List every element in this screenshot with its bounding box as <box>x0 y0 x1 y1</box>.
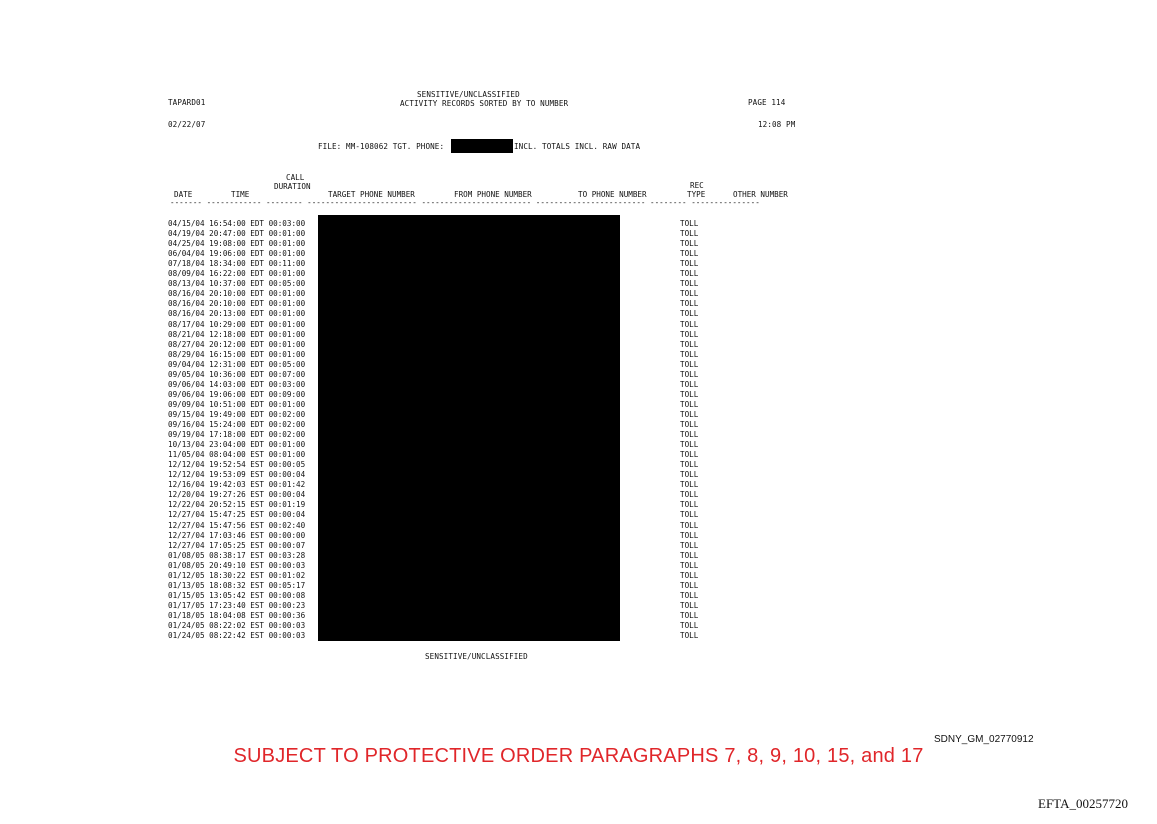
row-date-time-duration: 12/12/04 19:52:54 EST 00:00:05 <box>168 460 306 470</box>
row-date-time-duration: 12/20/04 19:27:26 EST 00:00:04 <box>168 490 306 500</box>
row-rec-type: TOLL <box>680 460 699 470</box>
row-date-time-duration: 08/29/04 16:15:00 EDT 00:01:00 <box>168 349 306 359</box>
col-header-duration: DURATION <box>274 182 311 191</box>
row-rec-type: TOLL <box>680 600 699 610</box>
row-date-time-duration: 01/13/05 18:08:32 EST 00:05:17 <box>168 580 306 590</box>
row-date-time-duration: 01/18/05 18:04:08 EST 00:00:36 <box>168 610 306 620</box>
row-rec-type: TOLL <box>680 389 699 399</box>
row-rec-type: TOLL <box>680 339 699 349</box>
row-date-time-duration: 08/16/04 20:10:00 EDT 00:01:00 <box>168 289 306 299</box>
row-date-time-duration: 12/12/04 19:53:09 EST 00:00:04 <box>168 470 306 480</box>
row-date-time-duration: 06/04/04 19:06:00 EDT 00:01:00 <box>168 249 306 259</box>
row-date-time-duration: 08/17/04 10:29:00 EDT 00:01:00 <box>168 319 306 329</box>
report-time: 12:08 PM <box>758 120 796 129</box>
row-date-time-duration: 04/25/04 19:08:00 EDT 00:01:00 <box>168 239 306 249</box>
row-rec-type: TOLL <box>680 490 699 500</box>
row-date-time-duration: 09/04/04 12:31:00 EDT 00:05:00 <box>168 359 306 369</box>
row-rec-type: TOLL <box>680 420 699 429</box>
row-rec-type: TOLL <box>680 570 699 580</box>
col-header-time: TIME <box>231 190 250 199</box>
row-date-time-duration: 09/06/04 19:06:00 EDT 00:09:00 <box>168 389 306 399</box>
row-date-time-duration: 12/27/04 15:47:25 EST 00:00:04 <box>168 510 306 520</box>
row-rec-type: TOLL <box>680 470 699 480</box>
row-rec-type: TOLL <box>680 621 699 630</box>
row-date-time-duration: 12/27/04 15:47:56 EST 00:02:40 <box>168 520 306 530</box>
row-rec-type: TOLL <box>680 560 699 570</box>
row-date-time-duration: 08/16/04 20:13:00 EDT 00:01:00 <box>168 309 306 319</box>
bottom-classification-banner: SENSITIVE/UNCLASSIFIED <box>425 652 528 661</box>
row-rec-type: TOLL <box>680 409 699 419</box>
col-header-date: DATE <box>174 190 193 199</box>
col-header-target: TARGET PHONE NUMBER <box>328 190 415 199</box>
row-rec-type: TOLL <box>680 631 699 641</box>
row-rec-type: TOLL <box>680 279 699 289</box>
row-date-time-duration: 08/21/04 12:18:00 EDT 00:01:00 <box>168 329 306 339</box>
row-date-time-duration: 01/08/05 08:38:17 EST 00:03:28 <box>168 550 306 560</box>
row-rec-type: TOLL <box>680 500 699 510</box>
redaction-phone-numbers <box>318 215 620 641</box>
col-header-rec: REC <box>690 181 704 190</box>
row-rec-type: TOLL <box>680 510 699 520</box>
row-date-time-duration: 09/15/04 19:49:00 EDT 00:02:00 <box>168 409 306 419</box>
row-date-time-duration: 12/27/04 17:03:46 EST 00:00:00 <box>168 530 306 540</box>
col-header-type: TYPE <box>687 190 706 199</box>
row-date-time-duration: 08/27/04 20:12:00 EDT 00:01:00 <box>168 339 306 349</box>
row-date-time-duration: 01/17/05 17:23:40 EST 00:00:23 <box>168 600 306 610</box>
row-rec-type: TOLL <box>680 399 699 409</box>
row-rec-type: TOLL <box>680 550 699 560</box>
row-date-time-duration: 09/16/04 15:24:00 EDT 00:02:00 <box>168 420 306 429</box>
bates-number-efta: EFTA_00257720 <box>1038 796 1128 811</box>
row-date-time-duration: 12/22/04 20:52:15 EST 00:01:19 <box>168 500 306 510</box>
row-date-time-duration: 09/05/04 10:36:00 EDT 00:07:00 <box>168 369 306 379</box>
col-header-to: TO PHONE NUMBER <box>578 190 647 199</box>
col-header-other: OTHER NUMBER <box>733 190 788 199</box>
row-rec-type: TOLL <box>680 219 699 228</box>
row-date-time-duration: 12/27/04 17:05:25 EST 00:00:07 <box>168 540 306 550</box>
report-code: TAPARD01 <box>168 98 206 107</box>
row-rec-type: TOLL <box>680 269 699 279</box>
row-rec-type: TOLL <box>680 319 699 329</box>
row-date-time-duration: 09/09/04 10:51:00 EDT 00:01:00 <box>168 399 306 409</box>
row-rec-type: TOLL <box>680 520 699 530</box>
row-rec-type: TOLL <box>680 349 699 359</box>
file-line: FILE: MM-108062 TGT. PHONE: <box>318 142 445 151</box>
row-rec-type: TOLL <box>680 329 699 339</box>
row-rec-type: TOLL <box>680 359 699 369</box>
protective-order-notice: SUBJECT TO PROTECTIVE ORDER PARAGRAPHS 7, 8, 9, 10, 15, and 17 <box>233 745 924 767</box>
row-date-time-duration: 10/13/04 23:04:00 EDT 00:01:00 <box>168 440 306 450</box>
row-date-time-duration: 01/24/05 08:22:02 EST 00:00:03 <box>168 621 306 630</box>
row-rec-type: TOLL <box>680 580 699 590</box>
row-rec-type: TOLL <box>680 259 699 269</box>
row-rec-type: TOLL <box>680 379 699 389</box>
col-header-call: CALL <box>286 173 305 182</box>
row-rec-type: TOLL <box>680 430 699 440</box>
top-classification-banner: SENSITIVE/UNCLASSIFIED <box>417 90 520 99</box>
page-number: PAGE 114 <box>748 98 786 107</box>
row-date-time-duration: 08/16/04 20:10:00 EDT 00:01:00 <box>168 299 306 309</box>
row-rec-type: TOLL <box>680 480 699 490</box>
row-date-time-duration: 08/09/04 16:22:00 EDT 00:01:00 <box>168 269 306 279</box>
row-date-time-duration: 01/12/05 18:30:22 EST 00:01:02 <box>168 570 306 580</box>
row-date-time-duration: 07/18/04 18:34:00 EDT 00:11:00 <box>168 259 306 269</box>
row-rec-type: TOLL <box>680 590 699 600</box>
report-title: ACTIVITY RECORDS SORTED BY TO NUMBER <box>400 99 569 108</box>
row-date-time-duration: 01/15/05 13:05:42 EST 00:00:08 <box>168 590 306 600</box>
row-date-time-duration: 04/19/04 20:47:00 EDT 00:01:00 <box>168 229 306 239</box>
col-header-from: FROM PHONE NUMBER <box>454 190 532 199</box>
row-date-time-duration: 04/15/04 16:54:00 EDT 00:03:00 <box>168 219 306 228</box>
row-date-time-duration: 01/24/05 08:22:42 EST 00:00:03 <box>168 631 306 641</box>
row-rec-type: TOLL <box>680 249 699 259</box>
row-rec-type: TOLL <box>680 530 699 540</box>
row-rec-type: TOLL <box>680 369 699 379</box>
row-rec-type: TOLL <box>680 299 699 309</box>
row-rec-type: TOLL <box>680 229 699 239</box>
row-date-time-duration: 09/06/04 14:03:00 EDT 00:03:00 <box>168 379 306 389</box>
header-rule: ------- ------------ -------- ------------------------ ------------------------ ------------------------ -------- --------------- <box>170 198 760 207</box>
row-rec-type: TOLL <box>680 239 699 249</box>
row-date-time-duration: 11/05/04 08:04:00 EST 00:01:00 <box>168 450 306 460</box>
row-date-time-duration: 01/08/05 20:49:10 EST 00:00:03 <box>168 560 306 570</box>
row-rec-type: TOLL <box>680 540 699 550</box>
redaction-target-phone <box>451 139 513 153</box>
row-rec-type: TOLL <box>680 440 699 450</box>
row-date-time-duration: 12/16/04 19:42:03 EST 00:01:42 <box>168 480 306 490</box>
file-options: INCL. TOTALS INCL. RAW DATA <box>514 142 641 151</box>
row-rec-type: TOLL <box>680 309 699 319</box>
row-date-time-duration: 08/13/04 10:37:00 EDT 00:05:00 <box>168 279 306 289</box>
report-date: 02/22/07 <box>168 120 206 129</box>
bates-number-sdny: SDNY_GM_02770912 <box>934 734 1034 745</box>
row-rec-type: TOLL <box>680 610 699 620</box>
row-rec-type: TOLL <box>680 289 699 299</box>
row-date-time-duration: 09/19/04 17:18:00 EDT 00:02:00 <box>168 430 306 440</box>
row-rec-type: TOLL <box>680 450 699 460</box>
